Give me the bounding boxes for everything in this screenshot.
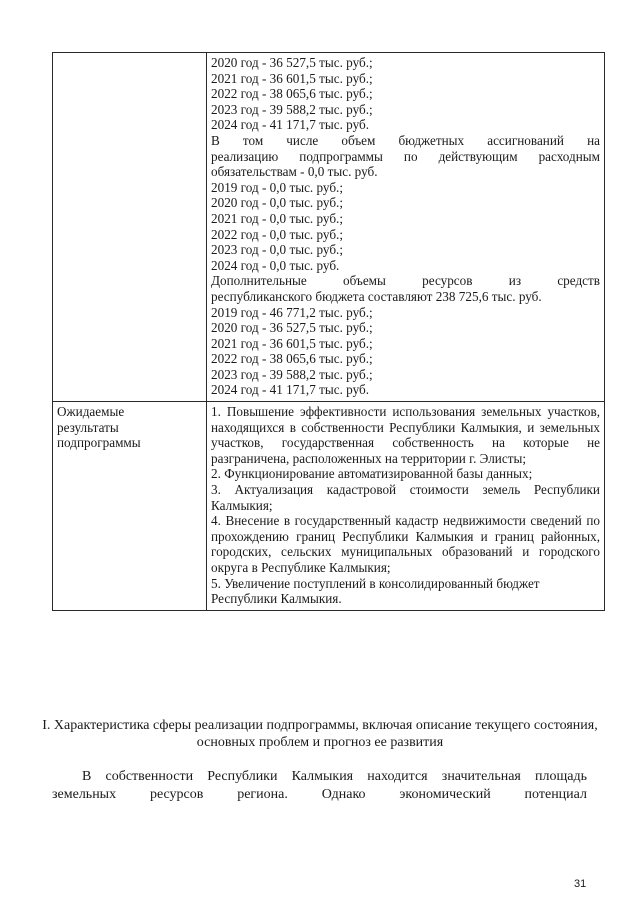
budget-paragraph-line: реализацию подпрограммы по действующим расходным	[211, 148, 600, 164]
expected-results-row	[53, 402, 605, 611]
funding-line: 2020 год - 36 527,5 тыс. руб.;	[211, 55, 373, 70]
funding-line: 2024 год - 41 171,7 тыс. руб.	[211, 117, 370, 133]
budget-line: 2019 год - 0,0 тыс. руб.;	[211, 179, 344, 195]
result-item: 2. Функционирование автоматизированной базы данных;	[211, 466, 533, 482]
budget-line: 2022 год - 0,0 тыс. руб.;	[211, 226, 344, 242]
funding-line: 2023 год - 39 588,2 тыс. руб.;	[211, 101, 373, 117]
result-item: 1. Повышение эффективности использования земельных участков, находящихся в собственности Республики Калмыкия, и земельных участков, государственная собственность на которые не разграничена, расположенных на территории г. Элисты;	[211, 404, 600, 466]
expected-results-label-cell	[53, 402, 207, 611]
budget-paragraph-line: обязательствам - 0,0 тыс. руб.	[211, 164, 378, 180]
extra-line: 2023 год - 39 588,2 тыс. руб.;	[211, 366, 373, 382]
funding-line: 2022 год - 38 065,6 тыс. руб.;	[211, 86, 373, 102]
budget-paragraph-line: В том числе объем бюджетных ассигнований на	[211, 132, 600, 148]
extra-line: 2022 год - 38 065,6 тыс. руб.;	[211, 351, 373, 367]
budget-line: 2023 год - 0,0 тыс. руб.;	[211, 242, 344, 258]
subprogram-passport-table	[52, 52, 605, 611]
funding-row-content-cell	[207, 53, 605, 402]
extra-line: 2024 год - 41 171,7 тыс. руб.	[211, 382, 370, 398]
funding-line: 2021 год - 36 601,5 тыс. руб.;	[211, 70, 373, 86]
expected-results-label-line: Ожидаемые	[57, 404, 125, 420]
result-item: 3. Актуализация кадастровой стоимости земель Республики Калмыкия;	[211, 482, 600, 513]
expected-results-label-line: подпрограммы	[57, 435, 141, 451]
funding-row	[53, 53, 605, 402]
extra-line: 2020 год - 36 527,5 тыс. руб.;	[211, 320, 373, 336]
budget-line: 2021 год - 0,0 тыс. руб.;	[211, 210, 344, 226]
budget-line: 2024 год - 0,0 тыс. руб.	[211, 257, 340, 273]
result-item: 4. Внесение в государственный кадастр недвижимости сведений по прохождению границ Республики Калмыкия и границ районных, городских, сельских муниципальных образований и городского округа в Республике Калмыкия;	[211, 513, 600, 575]
extra-line: 2021 год - 36 601,5 тыс. руб.;	[211, 335, 373, 351]
extra-resources-paragraph-line: Дополнительные объемы ресурсов из средств	[211, 273, 600, 289]
section-heading: I. Характеристика сферы реализации подпрограммы, включая описание текущего состояния, основных проблем и прогноз ее развития	[42, 718, 598, 750]
extra-resources-paragraph-line: республиканского бюджета составляют 238 725,6 тыс. руб.	[211, 288, 542, 304]
body-paragraph-text: В собственности Республики Калмыкия находится значительная площадь земельных ресурсов региона. Однако экономический потенциал	[52, 769, 587, 802]
body-paragraph	[52, 768, 587, 803]
result-item: 5. Увеличение поступлений в консолидированный бюджет Республики Калмыкия.	[211, 575, 540, 607]
extra-line: 2019 год - 46 771,2 тыс. руб.;	[211, 304, 373, 320]
budget-line: 2020 год - 0,0 тыс. руб.;	[211, 195, 344, 211]
page-number: 31	[574, 878, 587, 890]
expected-results-content-cell	[207, 402, 605, 611]
expected-results-label-line: результаты	[57, 419, 119, 435]
funding-row-label-cell	[53, 53, 207, 402]
